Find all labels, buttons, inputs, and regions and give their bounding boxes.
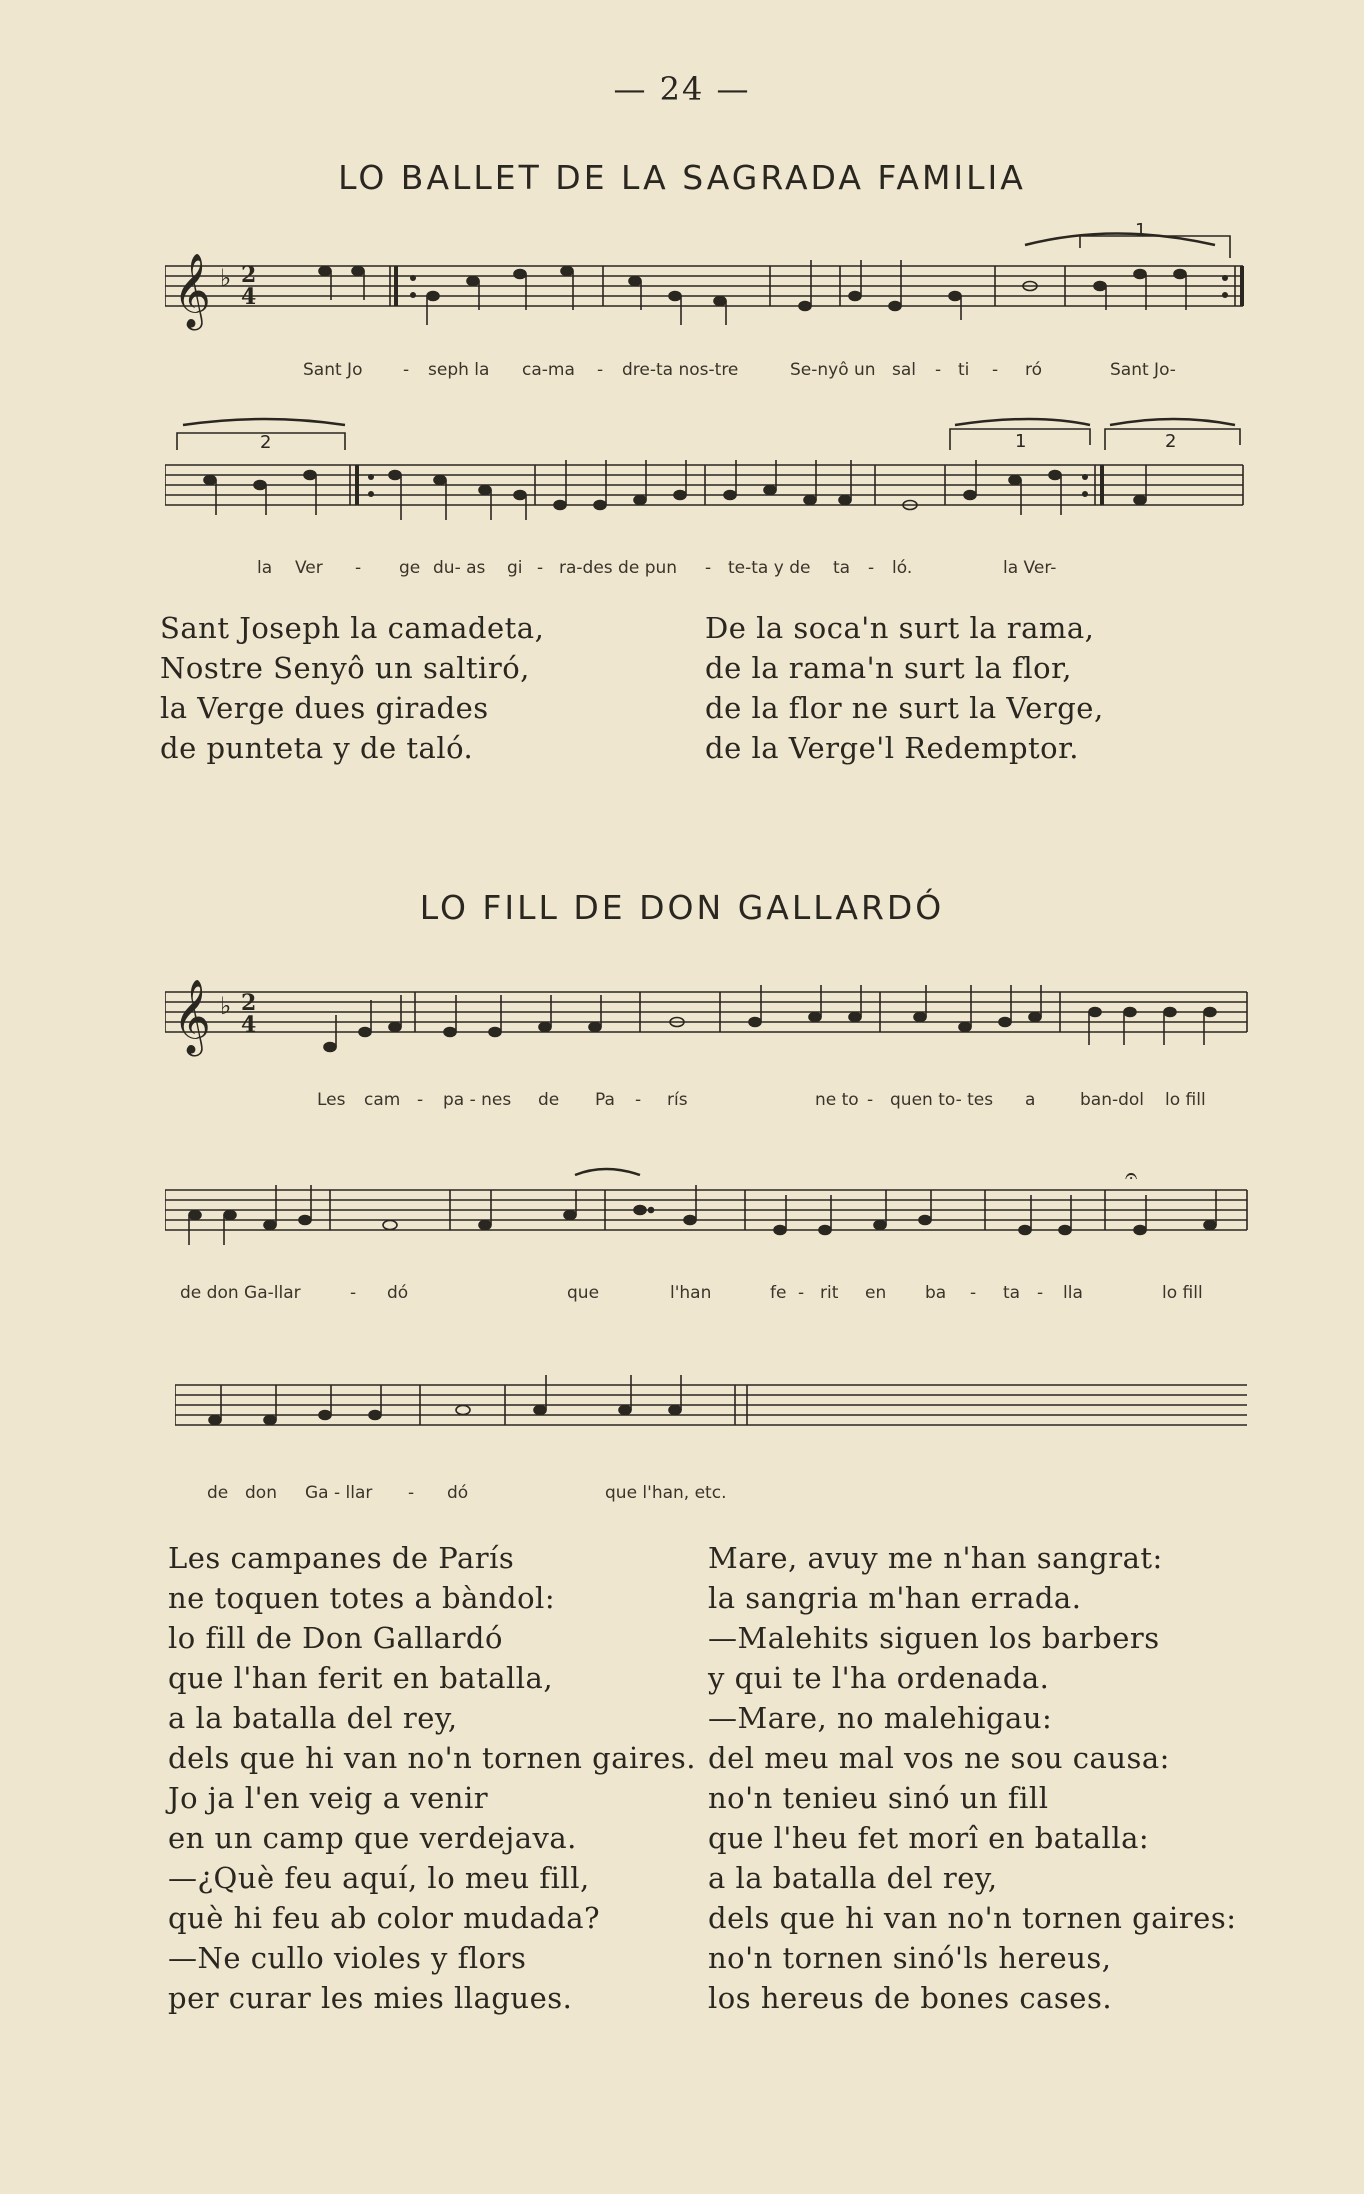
- song2-lyrics-line-2: [165, 1283, 1250, 1305]
- song2-verse-right: [708, 1538, 1236, 2018]
- lyric-syllable: pa - nes: [443, 1090, 512, 1110]
- lyric-syllable: lla: [1063, 1283, 1083, 1303]
- svg-text:♭: ♭: [220, 264, 232, 292]
- verse-line: los hereus de bones cases.: [708, 1981, 1113, 2015]
- svg-text:4: 4: [241, 284, 257, 310]
- lyric-syllable: en: [865, 1283, 887, 1303]
- lyric-syllable: rís: [667, 1090, 688, 1110]
- song2-lyrics-line-3: [165, 1483, 1250, 1505]
- lyric-syllable: la: [257, 558, 273, 578]
- verse-line: la sangria m'han errada.: [708, 1581, 1082, 1615]
- lyric-syllable: dó: [387, 1283, 409, 1303]
- lyric-syllable: -: [705, 558, 712, 578]
- lyric-syllable: -: [935, 360, 942, 380]
- verse-line: —Mare, no malehigau:: [708, 1701, 1053, 1735]
- lyric-syllable: -: [350, 1283, 357, 1303]
- lyric-syllable: ló.: [892, 558, 913, 578]
- lyric-syllable: ta: [833, 558, 851, 578]
- verse-line: a la batalla del rey,: [168, 1701, 458, 1735]
- song1-staff-2: [165, 415, 1250, 550]
- lyric-syllable: l'han: [670, 1283, 712, 1303]
- verse-line: Mare, avuy me n'han sangrat:: [708, 1541, 1163, 1575]
- lyric-syllable: rit: [820, 1283, 839, 1303]
- lyric-syllable: quen to- tes: [890, 1090, 994, 1110]
- lyric-syllable: Ver: [295, 558, 323, 578]
- lyric-syllable: ne to: [815, 1090, 859, 1110]
- lyric-syllable: dó: [447, 1483, 469, 1503]
- verse-line: en un camp que verdejava.: [168, 1821, 577, 1855]
- lyric-syllable: que: [567, 1283, 600, 1303]
- lyric-syllable: ta: [1003, 1283, 1021, 1303]
- lyric-syllable: -: [355, 558, 362, 578]
- song2-staff-3: [175, 1365, 1250, 1465]
- lyric-syllable: du- as: [433, 558, 486, 578]
- lyric-syllable: de: [207, 1483, 229, 1503]
- verse-line: de la Verge'l Redemptor.: [705, 731, 1080, 765]
- verse-line: dels que hi van no'n tornen gaires:: [708, 1901, 1237, 1935]
- svg-text:2: 2: [241, 990, 257, 1016]
- lyric-syllable: -: [537, 558, 544, 578]
- verse-line: de la flor ne surt la Verge,: [705, 691, 1104, 725]
- volta-label: 2: [1165, 431, 1177, 452]
- lyric-syllable: -: [403, 360, 410, 380]
- verse-line: De la soca'n surt la rama,: [705, 611, 1095, 645]
- verse-line: dels que hi van no'n tornen gaires.: [168, 1741, 696, 1775]
- verse-line: Jo ja l'en veig a venir: [168, 1781, 489, 1815]
- lyric-syllable: fe: [770, 1283, 787, 1303]
- lyric-syllable: -: [635, 1090, 642, 1110]
- lyric-syllable: -: [798, 1283, 805, 1303]
- verse-line: ne toquen totes a bàndol:: [168, 1581, 556, 1615]
- volta-label: 1: [1015, 431, 1027, 452]
- fermata-icon: 𝄐: [1125, 1164, 1138, 1189]
- song1-title: LO BALLET DE LA SAGRADA FAMILIA: [338, 158, 1026, 197]
- verse-line: de la rama'n surt la flor,: [705, 651, 1072, 685]
- verse-line: no'n tenieu sinó un fill: [708, 1781, 1049, 1815]
- lyric-syllable: Ga - llar: [305, 1483, 373, 1503]
- lyric-syllable: -: [867, 1090, 874, 1110]
- lyric-syllable: ban-dol: [1080, 1090, 1145, 1110]
- volta-label: 1: [1135, 220, 1147, 241]
- verse-line: de punteta y de taló.: [160, 731, 474, 765]
- verse-line: —Malehits siguen los barbers: [708, 1621, 1160, 1655]
- lyric-syllable: -: [408, 1483, 415, 1503]
- lyric-syllable: -: [992, 360, 999, 380]
- svg-text:2: 2: [241, 262, 257, 288]
- lyric-syllable: sal: [892, 360, 916, 380]
- lyric-syllable: te-ta y de: [728, 558, 811, 578]
- lyric-syllable: dre-ta nos-tre: [622, 360, 739, 380]
- lyric-syllable: -: [970, 1283, 977, 1303]
- verse-line: que l'han ferit en batalla,: [168, 1661, 554, 1695]
- lyric-syllable: -: [417, 1090, 424, 1110]
- lyric-syllable: -: [597, 360, 604, 380]
- verse-line: —Ne cullo violes y flors: [168, 1941, 527, 1975]
- treble-clef-icon: 𝄞: [173, 980, 211, 1054]
- song2-staff-2: [165, 1155, 1250, 1275]
- lyric-syllable: -: [1037, 1283, 1044, 1303]
- song2-staff-1: [165, 970, 1250, 1090]
- verse-line: —¿Què feu aquí, lo meu fill,: [168, 1861, 590, 1895]
- verse-line: Les campanes de París: [168, 1541, 515, 1575]
- verse-line: y qui te l'ha ordenada.: [708, 1661, 1050, 1695]
- lyric-syllable: Pa: [595, 1090, 615, 1110]
- lyric-syllable: lo fill: [1162, 1283, 1203, 1303]
- verse-line: del meu mal vos ne sou causa:: [708, 1741, 1170, 1775]
- lyric-syllable: de don Ga-llar: [180, 1283, 301, 1303]
- lyric-syllable: ge: [399, 558, 421, 578]
- verse-line: a la batalla del rey,: [708, 1861, 998, 1895]
- lyric-syllable: de: [538, 1090, 560, 1110]
- lyric-syllable: -: [868, 558, 875, 578]
- lyric-syllable: ca-ma: [522, 360, 575, 380]
- page-number: — 24 —: [613, 70, 751, 108]
- song1-lyrics-line-2: [165, 558, 1250, 580]
- lyric-syllable: Sant Jo: [303, 360, 363, 380]
- song2-title: LO FILL DE DON GALLARDÓ: [419, 888, 945, 927]
- song1-verse-right: [705, 608, 1104, 768]
- lyric-syllable: gi: [507, 558, 523, 578]
- treble-clef-icon: 𝄞: [173, 254, 211, 328]
- volta-label: 2: [260, 432, 272, 453]
- lyric-syllable: don: [245, 1483, 277, 1503]
- verse-line: què hi feu ab color mudada?: [168, 1901, 601, 1935]
- verse-line: no'n tornen sinó'ls hereus,: [708, 1941, 1112, 1975]
- lyric-syllable: cam: [364, 1090, 401, 1110]
- svg-text:4: 4: [241, 1012, 257, 1038]
- lyric-syllable: ba: [925, 1283, 947, 1303]
- verse-line: per curar les mies llagues.: [168, 1981, 573, 2015]
- verse-line: Sant Joseph la camadeta,: [160, 611, 545, 645]
- lyric-syllable: Les: [317, 1090, 346, 1110]
- lyric-syllable: a: [1025, 1090, 1036, 1110]
- lyric-syllable: seph la: [428, 360, 490, 380]
- verse-line: Nostre Senyô un saltiró,: [160, 651, 530, 685]
- song1-verse-left: [160, 608, 544, 768]
- verse-line: la Verge dues girades: [160, 691, 489, 725]
- verse-line: lo fill de Don Gallardó: [168, 1621, 503, 1655]
- song2-verse-left: [168, 1538, 696, 2018]
- lyric-syllable: ró: [1025, 360, 1043, 380]
- lyric-syllable: Se-nyô un: [790, 360, 876, 380]
- lyric-syllable: ra-des de pun: [559, 558, 678, 578]
- verse-line: que l'heu fet morî en batalla:: [708, 1821, 1150, 1855]
- lyric-syllable: la Ver-: [1003, 558, 1057, 578]
- lyric-syllable: Sant Jo-: [1110, 360, 1176, 380]
- song1-staff-1: [165, 200, 1250, 350]
- song1-lyrics-line-1: [165, 360, 1250, 382]
- lyric-syllable: lo fill: [1165, 1090, 1206, 1110]
- lyric-syllable: que l'han, etc.: [605, 1483, 727, 1503]
- svg-text:♭: ♭: [220, 992, 232, 1020]
- lyric-syllable: ti: [958, 360, 970, 380]
- song2-lyrics-line-1: [165, 1090, 1250, 1112]
